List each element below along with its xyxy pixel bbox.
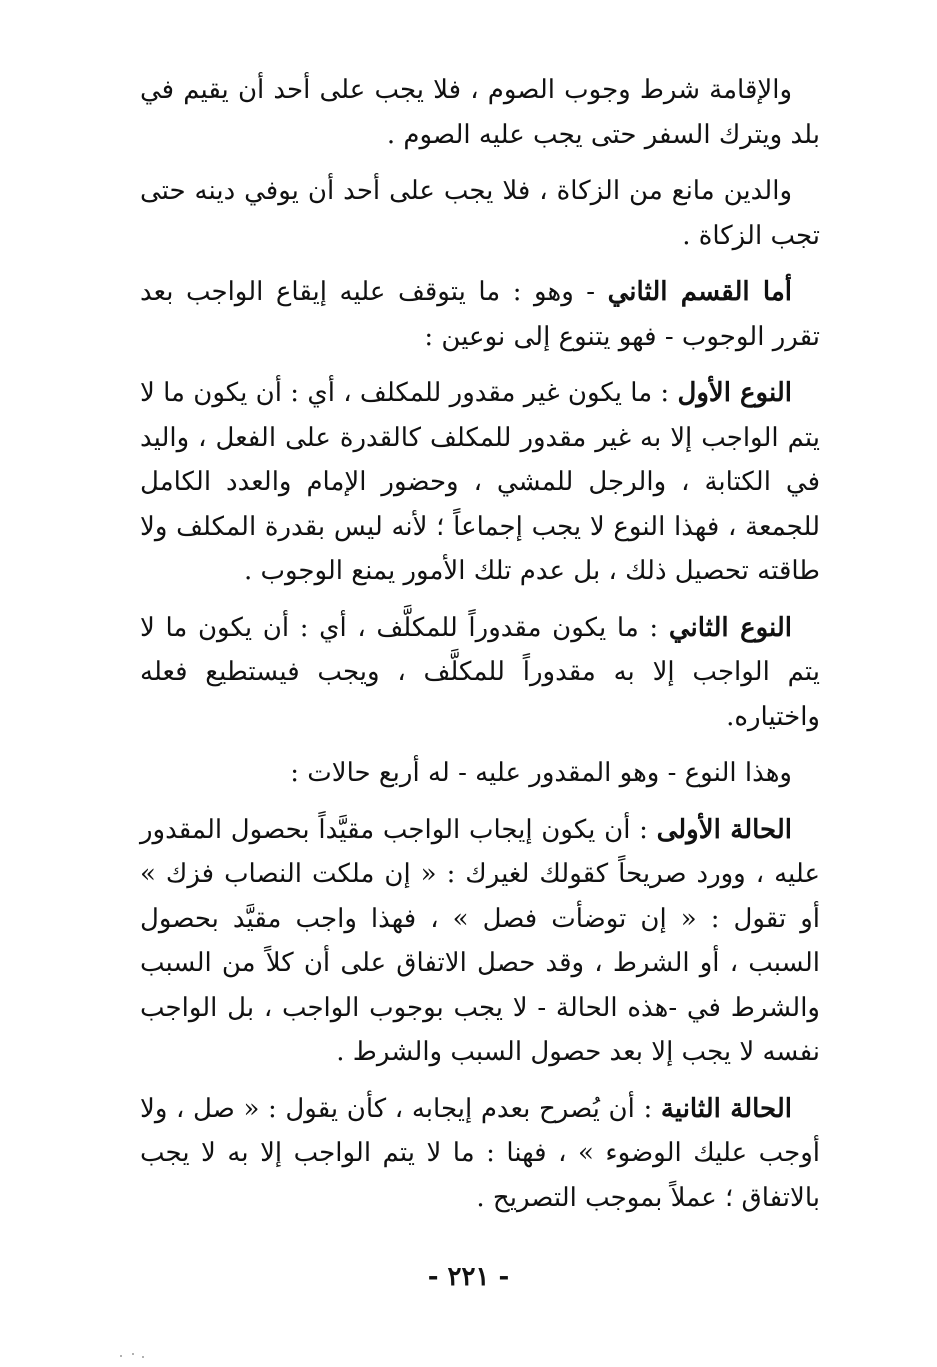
paragraph <box>140 606 820 740</box>
paragraph <box>140 169 820 258</box>
page-body-text <box>140 68 820 1232</box>
paragraph <box>140 1087 820 1221</box>
paragraph <box>140 270 820 359</box>
scan-specks <box>118 1352 158 1360</box>
section-heading: النوع الأول <box>677 378 792 408</box>
section-heading: الحالة الثانية <box>660 1093 792 1124</box>
paragraph <box>140 808 820 1075</box>
paragraph-text: : أن يكون إيجاب الواجب مقيَّداً بحصول المقدور عليه ، وورد صريحاً كقولك لغيرك : « إن ملكت النصاب فزك » أو تقول : « إن توضأت فصل » ، فهذا واجب مقيَّد بحصول السبب ، أو الشرط ، وقد حصل الاتفاق على أن كلاً من السبب والشرط في -هذه الحالة - لا يجب بوجوب الواجب ، بل الواجب نفسه لا يجب إلا بعد حصول السبب والشرط . <box>140 814 820 1067</box>
section-heading: الحالة الأولى <box>656 814 792 845</box>
paragraph-text: : أن يُصرح بعدم إيجابه ، كأن يقول : « صل ، ولا أوجب عليك الوضوء » ، فهنا : ما لا يتم الواجب إلا به لا يجب بالاتفاق ؛ عملاً بموجب التصريح . <box>140 1093 820 1213</box>
section-heading: أما القسم الثاني <box>607 277 792 307</box>
page-number: - ٢٢١ - <box>427 1262 510 1292</box>
section-heading: النوع الثاني <box>668 612 793 643</box>
paragraph-text: : ما يكون غير مقدور للمكلف ، أي : أن يكون ما لا يتم الواجب إلا به غير مقدور للمكلف كالقدرة على الفعل ، واليد في الكتابة ، والرجل للمشي ، وحضور الإمام والعدد الكامل للجمعة ، فهذا النوع لا يجب إجماعاً ؛ لأنه ليس بقدرة المكلف ولا طاقته تحصيل ذلك ، بل عدم تلك الأمور يمنع الوجوب . <box>140 378 820 586</box>
paragraph-text: وهذا النوع - وهو المقدور عليه - له أربع حالات : <box>290 758 792 788</box>
paragraph-text: : ما يكون مقدوراً للمكلَّف ، أي : أن يكون ما لا يتم الواجب إلا به مقدوراً للمكلَّف ، ويجب فيستطيع فعله واختياره. <box>140 612 820 732</box>
paragraph-text: والإقامة شرط وجوب الصوم ، فلا يجب على أحد أن يقيم في بلد ويترك السفر حتى يجب عليه الصوم . <box>140 75 820 150</box>
paragraph-text: - وهو : ما يتوقف عليه إيقاع الواجب بعد تقرر الوجوب - فهو يتنوع إلى نوعين : <box>140 277 820 352</box>
paragraph <box>140 371 820 594</box>
paragraph-text: والدين مانع من الزكاة ، فلا يجب على أحد أن يوفي دينه حتى تجب الزكاة . <box>140 176 820 251</box>
paragraph <box>140 68 820 157</box>
paragraph <box>140 751 820 796</box>
